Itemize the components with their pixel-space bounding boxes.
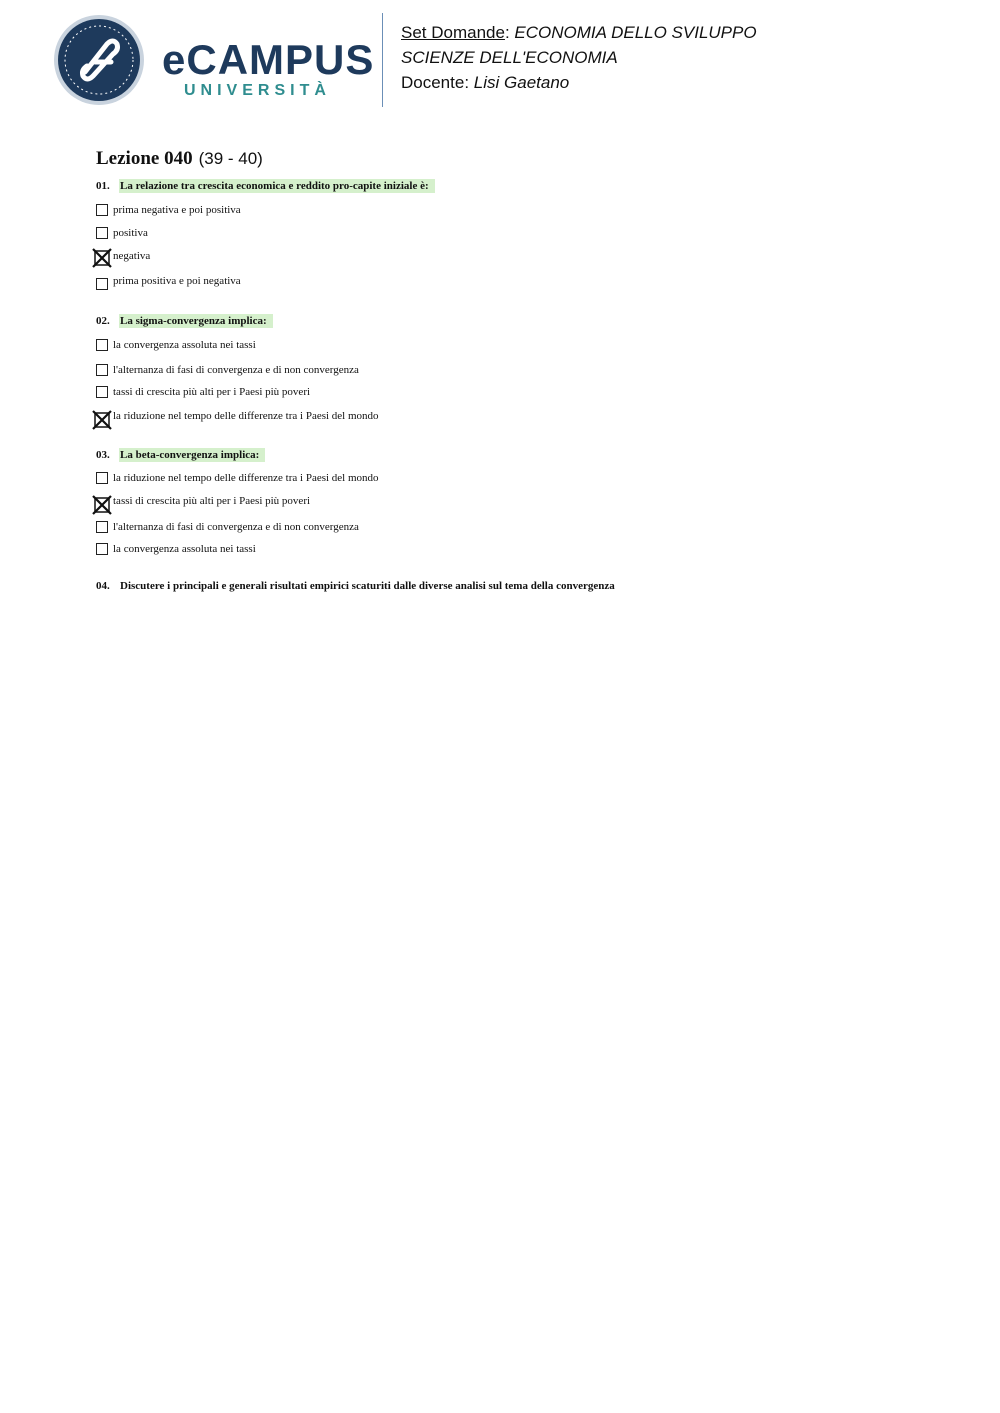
- question-text: Discutere i principali e generali risultati empirici scaturiti dalle diverse analisi sul tema della convergenza: [120, 580, 615, 592]
- checkbox[interactable]: [96, 227, 108, 239]
- checkbox[interactable]: [96, 386, 108, 398]
- question-number: 02.: [96, 315, 110, 327]
- set-line: [401, 20, 757, 45]
- option-text: prima positiva e poi negativa: [113, 275, 241, 287]
- lesson-name: Lezione 040: [96, 148, 193, 169]
- brand-subtitle: UNIVERSITÀ: [184, 82, 331, 99]
- checked-box-icon[interactable]: [92, 495, 112, 515]
- course-name: SCIENZE DELL'ECONOMIA: [401, 48, 618, 67]
- question-04: [96, 580, 621, 592]
- option-text: positiva: [113, 227, 148, 239]
- question-02: [96, 315, 273, 327]
- set-separator: :: [504, 23, 510, 42]
- option-text: tassi di crescita più alti per i Paesi più poveri: [113, 386, 311, 398]
- option-text: l'alternanza di fasi di convergenza e di non convergenza: [113, 364, 359, 376]
- question-01: [96, 180, 435, 192]
- option-text: la riduzione nel tempo delle differenze tra i Paesi del mondo: [113, 472, 379, 484]
- header-divider: [382, 13, 383, 107]
- checkbox[interactable]: [96, 204, 108, 216]
- question-number: 04.: [96, 580, 110, 592]
- checkbox[interactable]: [96, 472, 108, 484]
- option-text: la convergenza assoluta nei tassi: [113, 339, 256, 351]
- question-text: La relazione tra crescita economica e reddito pro-capite iniziale è:: [119, 179, 435, 193]
- question-03: [96, 449, 265, 461]
- brand-name: eCAMPUS: [162, 36, 375, 83]
- option-text: l'alternanza di fasi di convergenza e di non convergenza: [113, 521, 359, 533]
- option-text: tassi di crescita più alti per i Paesi più poveri: [113, 495, 311, 507]
- docente-line: [401, 70, 757, 95]
- question-number: 03.: [96, 449, 110, 461]
- checkbox[interactable]: [96, 543, 108, 555]
- docente-value: Lisi Gaetano: [473, 73, 570, 92]
- brand-wordmark: [162, 38, 374, 100]
- header-info: [401, 20, 757, 95]
- set-label: Set Domande: [401, 23, 505, 42]
- docente-label: Docente:: [401, 73, 470, 92]
- option-text: la riduzione nel tempo delle differenze tra i Paesi del mondo: [113, 410, 379, 422]
- ecampus-logo-icon: [53, 14, 145, 106]
- checkbox[interactable]: [96, 339, 108, 351]
- checkbox[interactable]: [96, 278, 108, 290]
- checkbox[interactable]: [96, 364, 108, 376]
- option-text: la convergenza assoluta nei tassi: [113, 543, 256, 555]
- checkbox[interactable]: [96, 521, 108, 533]
- option-text: prima negativa e poi positiva: [113, 204, 241, 216]
- question-number: 01.: [96, 180, 110, 192]
- checked-box-icon[interactable]: [92, 248, 112, 268]
- option-text: negativa: [113, 250, 151, 262]
- lesson-range: (39 - 40): [198, 149, 263, 168]
- lesson-title: [96, 148, 263, 170]
- set-value: ECONOMIA DELLO SVILUPPO: [514, 23, 757, 42]
- question-text: La beta-convergenza implica:: [119, 448, 265, 462]
- question-text: La sigma-convergenza implica:: [119, 314, 273, 328]
- checked-box-icon[interactable]: [92, 410, 112, 430]
